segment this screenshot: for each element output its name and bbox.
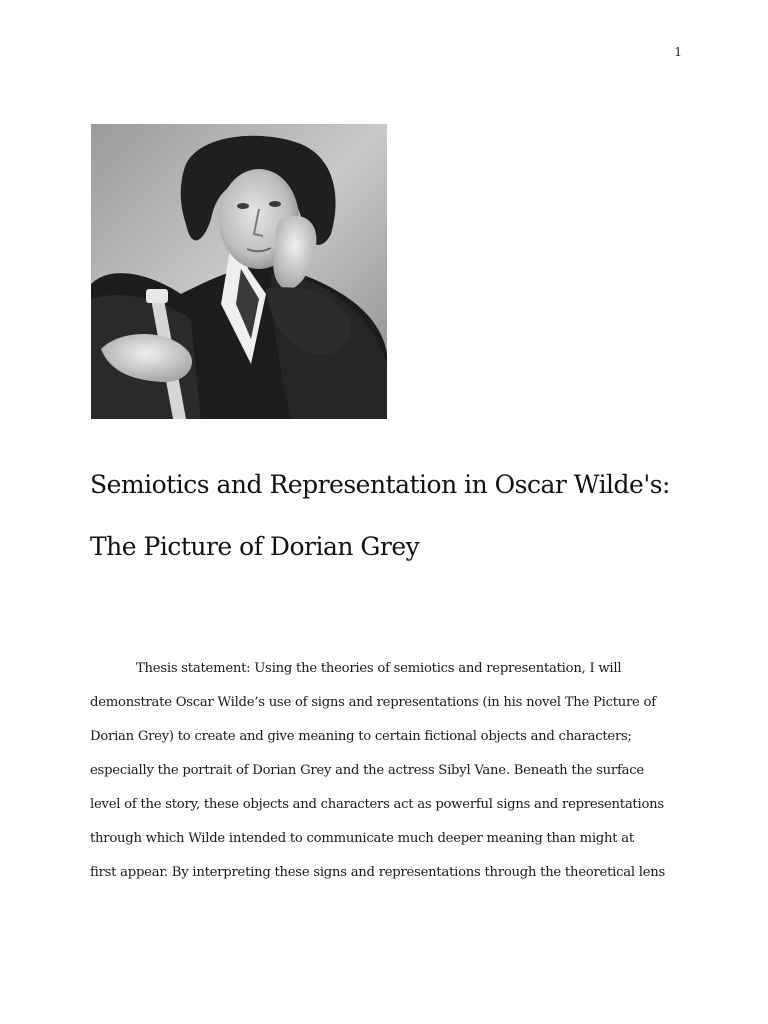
document-title-line-2: The Picture of Dorian Grey xyxy=(90,532,420,561)
page-number: 1 xyxy=(674,45,682,59)
paragraph-line: first appear. By interpreting these signs and representations through the theoretical lens xyxy=(90,865,666,880)
thesis-paragraph xyxy=(90,652,690,890)
paragraph-line: through which Wilde intended to communicate much deeper meaning than might at xyxy=(90,831,634,846)
paragraph-line: Thesis statement: Using the theories of semiotics and representation, I will xyxy=(136,661,622,676)
paragraph-line: demonstrate Oscar Wilde’s use of signs and representations (in his novel The Picture of xyxy=(90,695,656,710)
paragraph-line: level of the story, these objects and characters act as powerful signs and representations xyxy=(90,797,664,812)
document-title-line-1: Semiotics and Representation in Oscar Wilde's: xyxy=(90,470,670,499)
paragraph-line: especially the portrait of Dorian Grey and the actress Sibyl Vane. Beneath the surface xyxy=(90,763,644,778)
author-portrait-photo xyxy=(91,124,387,419)
paragraph-line: Dorian Grey) to create and give meaning to certain fictional objects and characters; xyxy=(90,729,632,744)
